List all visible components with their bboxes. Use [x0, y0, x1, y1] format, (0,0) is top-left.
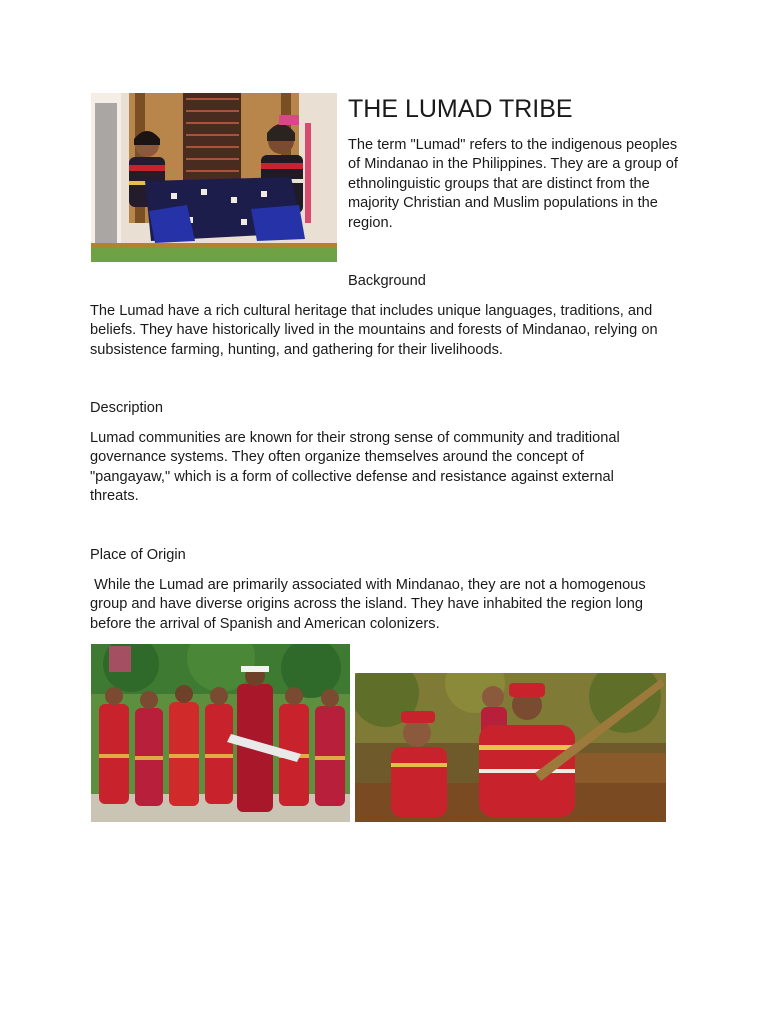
page-title: THE LUMAD TRIBE [348, 95, 573, 123]
section-heading-place-of-origin: Place of Origin [90, 547, 186, 563]
photo-women-weaving [91, 93, 337, 262]
section-body-place-of-origin: While the Lumad are primarily associated with Mindanao, they are not a homogenous group and have diverse origins across the island. They have inhabited the region long before the arrival of Spanish and American colonizers. [90, 577, 650, 632]
photo-tribal-dancers [91, 644, 350, 822]
section-heading-background: Background [348, 273, 426, 289]
intro-paragraph: The term "Lumad" refers to the indigenous peoples of Mindanao in the Philippines. They are a group of ethnolinguistic groups that are distinct from the majority Christian and Muslim populations in the region. [348, 137, 678, 231]
photo-lumad-elders [355, 673, 666, 822]
section-heading-description: Description [90, 400, 163, 416]
section-body-background: The Lumad have a rich cultural heritage that includes unique languages, traditions, and beliefs. They have historically lived in the mountains and forests of Mindanao, relying on subsistence farming, hunting, and gathering for their livelihoods. [90, 303, 658, 358]
section-body-description: Lumad communities are known for their strong sense of community and traditional governance systems. They often organize themselves around the concept of "pangayaw," which is a form of collective defense and resistance against external threats. [90, 430, 620, 505]
